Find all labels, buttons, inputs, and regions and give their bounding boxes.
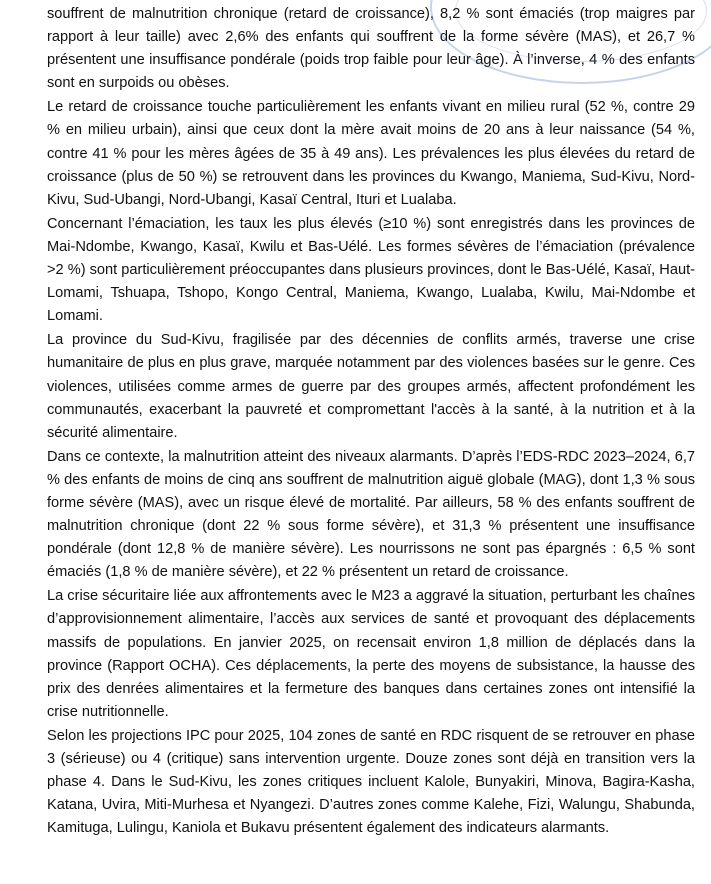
paragraph-stunting: Le retard de croissance touche particulièrement les enfants vivant en milieu rural (52 %, contre 29 % en milieu urbain), ainsi que ceux dont la mère avait moins de 20 ans à leur naissance (54 %, contre 41 % pour les mères âgées de 35 à 49 ans). Les prévalences les plus élevées du retard de croissance (plus de 50 %) se retrouvent dans les provinces du Kwango, Maniema, Sud-Kivu, Nord-Kivu, Sud-Ubangi, Nord-Ubangi, Kasaï Central, Ituri et Lualaba. (47, 99, 695, 208)
paragraph-sud-kivu-crisis: La province du Sud-Kivu, fragilisée par des décennies de conflits armés, traverse une crise humanitaire de plus en plus grave, marquée notamment par des violences basées sur le genre. Ces violences, utilisées comme armes de guerre par des groupes armés, affectent profondément les communautés, exacerbant la pauvreté et compromettant l'accès à la santé, à la nutrition et à la sécurité alimentaire. (47, 332, 695, 441)
paragraph-eds-rdc-figures: Dans ce contexte, la malnutrition atteint des niveaux alarmants. D’après l’EDS-RDC 2023–2024, 6,7 % des enfants de moins de cinq ans souffrent de malnutrition aiguë globale (MAG), dont 1,3 % sous forme sévère (MAS), avec un risque élevé de mortalité. Par ailleurs, 58 % des enfants souffrent de malnutrition chronique (dont 22 % sous forme sévère), et 31,3 % présentent une insuffisance pondérale (dont 12,8 % de manière sévère). Les nourrissons ne sont pas épargnés : 6,5 % sont émaciés (1,8 % de manière sévère), et 22 % présentent un retard de croissance. (47, 448, 695, 581)
paragraph-ipc-projections: Selon les projections IPC pour 2025, 104 zones de santé en RDC risquent de se retrouver en phase 3 (sérieuse) ou 4 (critique) sans intervention urgente. Douze zones sont déjà en transition vers la phase 4. Dans le Sud-Kivu, les zones critiques incluent Kalole, Bunyakiri, Minova, Bagira-Kasha, Katana, Uvira, Miti-Murhesa et Nyangezi. D’autres zones comme Kalehe, Fizi, Walungu, Shabunda, Kamituga, Lulingu, Kaniola et Bukavu présentent également des indicateurs alarmants. (47, 727, 695, 837)
paragraph-m23-security-crisis: La crise sécuritaire liée aux affrontements avec le M23 a aggravé la situation, perturbant les chaînes d’approvisionnement alimentaire, l’accès aux services de santé et provoquant des déplacements massifs de populations. En janvier 2025, on recensait environ 1,8 million de déplacés dans la province (Rapport OCHA). Ces déplacements, la perte des moyens de subsistance, la hausse des prix des denrées alimentaires et la fermeture des banques dans certaines zones ont intensifié la crise nutritionnelle. (47, 588, 695, 720)
paragraph-wasting: Concernant l’émaciation, les taux les plus élevés (≥10 %) sont enregistrés dans les provinces de Mai-Ndombe, Kwango, Kasaï, Kwilu et Bas-Uélé. Les formes sévères de l’émaciation (prévalence >2 %) sont particulièrement préoccupantes dans plusieurs provinces, dont le Bas-Uélé, Kasaï, Haut-Lomami, Tshuapa, Tshopo, Kongo Central, Maniema, Kwango, Lualaba, Kwilu, Mai-Ndombe et Lomami. (47, 215, 695, 325)
paragraph-malnutrition-summary: souffrent de malnutrition chronique (retard de croissance), 8,2 % sont émaciés (trop maigres par rapport à leur taille) avec 2,6% des enfants qui souffrent de la forme sévère (MAS), et 26,7 % présentent une insuffisance pondérale (poids trop faible pour leur âge). À l’inverse, 4 % des enfants sont en surpoids ou obèses. (47, 6, 695, 92)
